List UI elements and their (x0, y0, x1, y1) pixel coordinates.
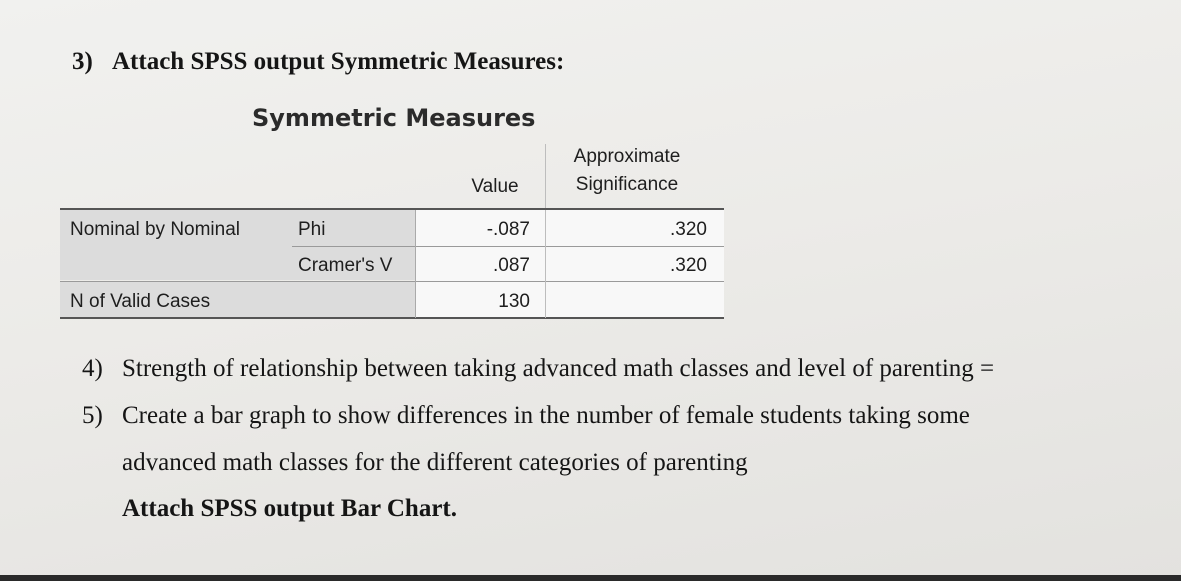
row-n-valid-cases: N of Valid Cases (70, 291, 211, 312)
header-approx-sig-1: Approximate (573, 146, 681, 167)
question-5-line1: Create a bar graph to show differences in the number of female students taking some (122, 402, 970, 429)
sig-cramers-v: .320 (670, 255, 707, 276)
bottom-shadow (0, 575, 1181, 581)
table-title: Symmetric Measures (252, 104, 536, 132)
symmetric-measures-table (60, 140, 724, 320)
bottom-rule (60, 317, 724, 319)
row-group-label: Nominal by Nominal (70, 219, 241, 240)
header-divider (545, 144, 546, 208)
value-n-valid-cases: 130 (498, 291, 530, 312)
question-5-line3: Attach SPSS output Bar Chart. (122, 495, 457, 522)
header-rule (60, 208, 724, 210)
question-4-number: 4) (82, 355, 103, 382)
column-divider-1 (415, 210, 416, 318)
question-5-number: 5) (82, 402, 103, 429)
row-rule-2 (60, 281, 724, 282)
row-measure-phi: Phi (298, 219, 326, 240)
header-value: Value (471, 176, 519, 197)
value-cramers-v: .087 (493, 255, 530, 276)
question-4-text: Strength of relationship between taking advanced math classes and level of parenting = (122, 355, 995, 382)
row-rule-1 (292, 246, 724, 247)
question-5-line2: advanced math classes for the different categories of parenting (122, 449, 748, 476)
question-3-text: Attach SPSS output Symmetric Measures: (112, 48, 565, 75)
sig-phi: .320 (670, 219, 707, 240)
question-4 (82, 355, 994, 383)
question-3-number: 3) (72, 48, 93, 75)
row-measure-cramers-v: Cramer's V (298, 255, 393, 276)
header-approx-sig-2: Significance (575, 174, 679, 195)
value-phi: -.087 (486, 219, 530, 240)
question-5 (82, 402, 970, 430)
column-divider-2 (545, 210, 546, 318)
question-3 (72, 48, 564, 76)
